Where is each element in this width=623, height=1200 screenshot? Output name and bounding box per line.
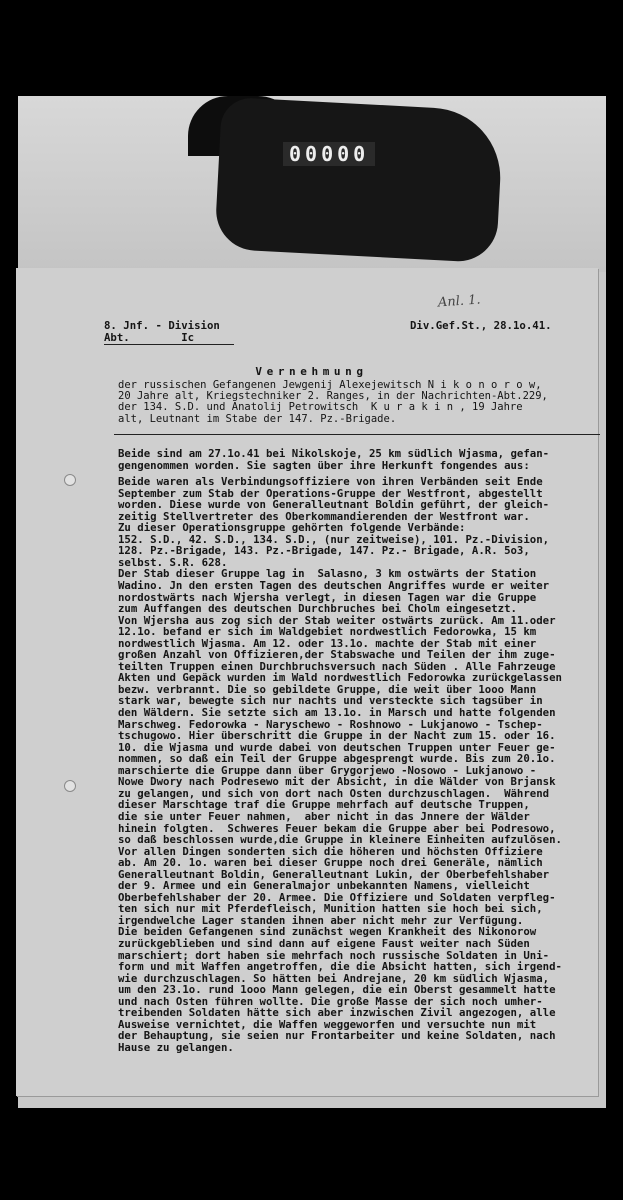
body-line: nommen, so daß ein Teil der Gruppe abgesprengt wurde. Bis zum 20.1o. — [118, 752, 556, 766]
body-line: bezw. verbrannt. Die so gebildete Gruppe, die weit über 1ooo Mann — [118, 682, 537, 696]
body-line: stark war, bewegte sich nur nachts und versteckte sich tagsüber in — [118, 694, 543, 708]
division-name: 8. Jnf. - Division — [104, 319, 220, 332]
body-line: zeitig Stellvertreter des Oberkommandierenden der Westfront war. — [118, 509, 530, 523]
body-line: so daß beschlossen wurde,die Gruppe in kleinere Einheiten aufzulösen. — [118, 833, 562, 847]
body-line: zurückgeblieben und sind dann auf eigene Faust weiter nach Süden — [118, 936, 530, 950]
place-date: Div.Gef.St., 28.1o.41. — [410, 319, 552, 332]
document-body — [118, 448, 604, 1053]
body-line: marschiert; dort haben sie mehrfach noch russische Soldaten in Uni- — [118, 948, 550, 962]
body-line: hinein folgten. Schweres Feuer bekam die Gruppe aber bei Podresowo, — [118, 821, 556, 835]
frame-counter-digits: 00000 — [283, 142, 375, 166]
body-line: nordostwärts nach Wjersha verlegt, in diesen Tagen war die Gruppe — [118, 590, 537, 604]
body-line: irgendwelche Lager standen ihnen aber nicht mehr zur Verfügung. — [118, 913, 524, 927]
body-line: dieser Marschtage traf die Gruppe mehrfach auf deutsche Truppen, — [118, 798, 530, 812]
body-line: zu gelangen, und sich von dort nach Osten durchzuschlagen. Während — [118, 786, 550, 800]
body-line: form und mit Waffen angetroffen, die die Absicht hatten, sich irgend- — [118, 960, 562, 974]
document-title: Vernehmung — [255, 365, 368, 378]
body-line: Marschweg. Fedorowka - Naryschewo - Roshnowo - Lukjanowo - Tschep- — [118, 717, 543, 731]
body-line: Der Stab dieser Gruppe lag in Salasno, 3 km ostwärts der Station — [118, 567, 537, 581]
body-line: Vor allen Dingen sonderten sich die höheren und höchsten Offiziere — [118, 844, 543, 858]
body-line: Ausweise vernichtet, die Waffen weggeworfen und versuchte nun mit — [118, 1017, 537, 1031]
body-line: Von Wjersha aus zog sich der Stab weiter ostwärts zurück. Am 11.oder — [118, 613, 556, 627]
intro-underline — [114, 434, 600, 435]
body-line: Beide waren als Verbindungsoffiziere von ihren Verbänden seit Ende — [118, 475, 543, 489]
body-line: und nach Osten führen wollte. Die große Masse der sich noch umher- — [118, 994, 543, 1008]
body-line: marschierte die Gruppe dann über Grygorjewo -Nosowo - Lukjanowo - — [118, 763, 537, 777]
body-line: großen Anzahl von Offizieren,der Stabswache und Teilen der ihm zuge- — [118, 648, 556, 662]
body-line: Akten und Gepäck wurden im Wald nordwestlich Fedorowka zurückgelassen — [118, 671, 562, 685]
body-line: um den 23.1o. rund 1ooo Mann gelegen, die ein Oberst gesammelt hatte — [118, 983, 556, 997]
body-line: Wadino. Jn den ersten Tagen des deutschen Angriffes wurde er weiter — [118, 579, 550, 593]
intro-line: alt, Leutnant im Stabe der 147. Pz.-Brigade. — [118, 412, 397, 425]
department-name: Abt. Ic — [104, 330, 195, 344]
body-line: 128. Pz.-Brigade, 143. Pz.-Brigade, 147. Pz.- Brigade, A.R. 5o3, — [118, 544, 530, 558]
body-line: Nowe Dwory nach Podresewo mit der Absicht, in die Wälder von Brjansk — [118, 775, 556, 789]
body-line: Zu dieser Operationsgruppe gehörten folgende Verbände: — [118, 521, 466, 535]
body-line: zum Auffangen des deutschen Durchbruches bei Cholm eingesetzt. — [118, 602, 517, 616]
body-line: treibenden Soldaten hätte sich aber inzwischen Zivil angezogen, alle — [118, 1006, 556, 1020]
pencil-annotation: Anl. 1. — [437, 292, 482, 311]
body-line: selbst. S.R. 628. — [118, 555, 228, 569]
intro-paragraph — [118, 380, 598, 425]
body-line: ten sich nur mit Pferdefleisch, Munition hatten sie hoch bei sich, — [118, 902, 543, 916]
body-line: teilten Truppen einen Durchbruchsversuch nach Süden . Alle Fahrzeuge — [118, 659, 556, 673]
body-line: worden. Diese wurde von Generalleutnant Boldin geführt, der gleich- — [118, 498, 550, 512]
intro-line: der 134. S.D. und Anatolij Petrowitsch K u r a k i n , 19 Jahre — [118, 401, 523, 414]
department-underline — [104, 344, 234, 345]
body-line: den Wäldern. Sie setzte sich am 13.1o. in Marsch und hatte folgenden — [118, 706, 556, 720]
body-line: 12.1o. befand er sich im Waldgebiet nordwestlich Fedorowka, 15 km — [118, 625, 537, 639]
body-line: September zum Stab der Operations-Gruppe der Westfront, abgestellt — [118, 486, 543, 500]
body-line: Die beiden Gefangenen sind zunächst wegen Krankheit des Nikonorow — [118, 925, 537, 939]
body-line: tschugowo. Hier überschritt die Gruppe in der Nacht zum 15. oder 16. — [118, 729, 556, 743]
body-line: der 9. Armee und ein Generalmajor unbekannten Namens, vielleicht — [118, 879, 530, 893]
body-line: gengenommen worden. Sie sagten über ihre Herkunft fongendes aus: — [118, 458, 530, 472]
body-line: ab. Am 20. 1o. waren bei dieser Gruppe noch drei Generäle, nämlich — [118, 856, 543, 870]
body-line: Beide sind am 27.1o.41 bei Nikolskoje, 25 km südlich Wjasma, gefan- — [118, 447, 550, 460]
body-line: nordwestlich Wjasma. Am 12. oder 13.1o. machte der Stab mit einer — [118, 636, 537, 650]
body-line: Oberbefehlshaber der 20. Armee. Die Offiziere und Soldaten verpfleg- — [118, 890, 556, 904]
body-line: die sie unter Feuer nahmen, aber nicht in das Jnnere der Wälder — [118, 809, 530, 823]
intro-line: der russischen Gefangenen Jewgenij Alexejewitsch N i k o n o r o w, — [118, 379, 542, 391]
body-line: 10. die Wjasma und wurde dabei von deutschen Truppen unter Feuer ge- — [118, 740, 556, 754]
body-line: 152. S.D., 42. S.D., 134. S.D., (nur zeitweise), 101. Pz.-Division, — [118, 532, 550, 546]
intro-line: 20 Jahre alt, Kriegstechniker 2. Ranges, in der Nachrichten-Abt.229, — [118, 390, 548, 403]
body-line: wie durchzuschlagen. So hätten bei Andrejane, 20 km südlich Wjasma, — [118, 971, 550, 985]
body-line: Hause zu gelangen. — [118, 1040, 234, 1054]
header-left — [104, 320, 220, 343]
body-line: der Behauptung, sie seien nur Frontarbeiter und keine Soldaten, nach — [118, 1029, 556, 1043]
body-line: Generalleutnant Boldin, Generalleutnant Lukin, der Oberbefehlshaber — [118, 867, 550, 881]
